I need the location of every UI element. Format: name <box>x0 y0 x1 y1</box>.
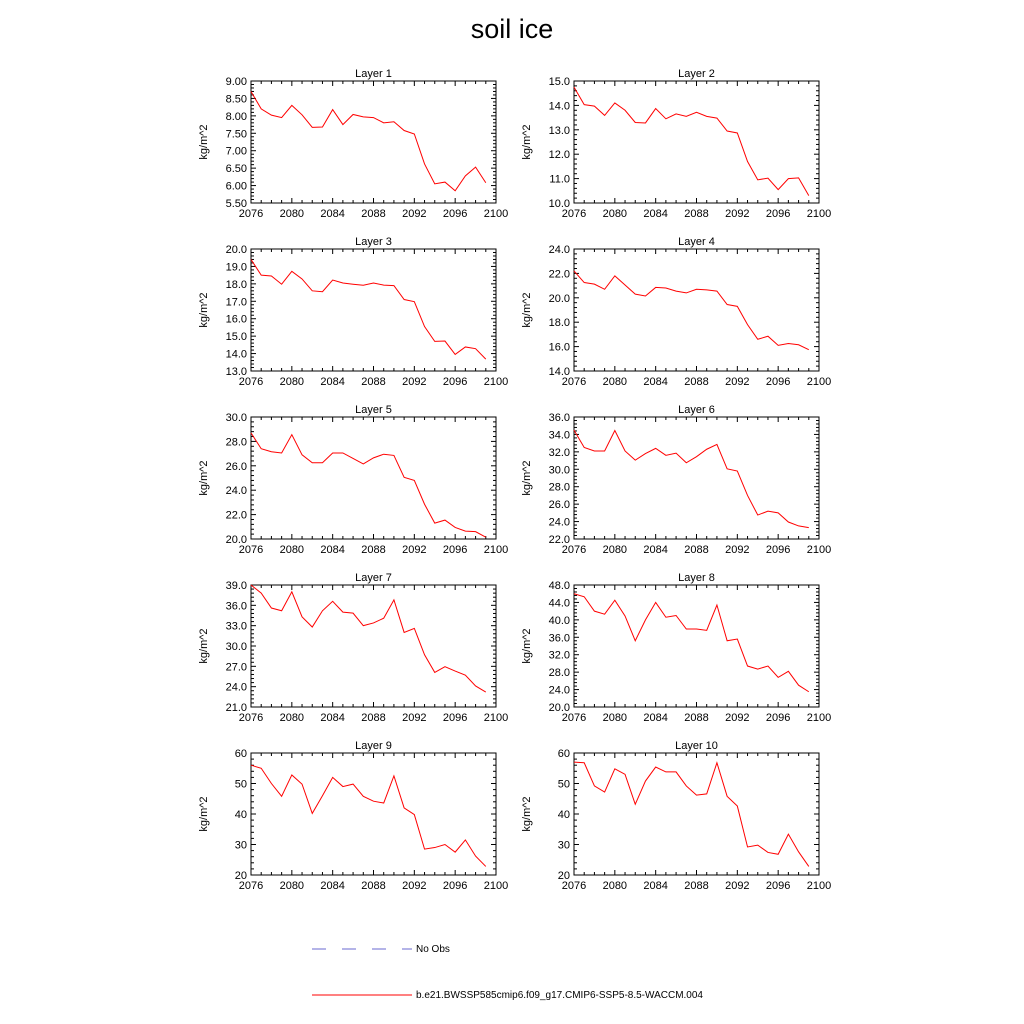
x-tick-label: 2096 <box>442 544 468 556</box>
series-line <box>574 594 809 692</box>
x-tick-label: 2092 <box>725 208 750 220</box>
x-tick-label: 2100 <box>806 880 832 892</box>
panel-8 <box>521 572 831 724</box>
x-tick-label: 2096 <box>765 208 791 220</box>
y-tick-label: 8.50 <box>225 93 247 106</box>
y-tick-label: 32.0 <box>548 446 570 459</box>
y-tick-label: 30.0 <box>548 464 570 477</box>
y-tick-label: 26.0 <box>548 499 570 512</box>
x-tick-label: 2100 <box>483 712 509 724</box>
panel-3 <box>198 236 508 388</box>
y-axis-label: kg/m^2 <box>521 124 533 160</box>
panel-4 <box>521 236 831 388</box>
panel-9 <box>198 740 508 892</box>
panel-title: Layer 3 <box>355 236 392 248</box>
x-tick-label: 2084 <box>643 208 668 220</box>
y-axis-label: kg/m^2 <box>521 460 533 496</box>
y-axis-label: kg/m^2 <box>198 796 210 832</box>
y-tick-label: 24.0 <box>548 516 570 529</box>
x-tick-label: 2088 <box>361 544 386 556</box>
x-tick-label: 2080 <box>602 376 628 388</box>
x-tick-label: 2100 <box>483 208 509 220</box>
x-tick-label: 2092 <box>725 712 750 724</box>
y-tick-label: 36.0 <box>548 412 570 424</box>
x-tick-label: 2092 <box>402 712 427 724</box>
x-tick-label: 2088 <box>361 376 386 388</box>
x-tick-label: 2080 <box>279 544 305 556</box>
y-tick-label: 30 <box>557 839 570 852</box>
y-tick-label: 33.0 <box>225 620 247 633</box>
x-tick-label: 2092 <box>725 544 750 556</box>
y-tick-label: 20.0 <box>548 702 570 714</box>
x-tick-label: 2088 <box>361 880 386 892</box>
y-axis-label: kg/m^2 <box>521 292 533 328</box>
y-tick-label: 20 <box>557 870 570 882</box>
y-tick-label: 26.0 <box>225 460 247 473</box>
y-tick-label: 20.0 <box>225 244 247 256</box>
x-tick-label: 2076 <box>561 376 587 388</box>
y-tick-label: 6.50 <box>225 163 247 176</box>
y-tick-label: 9.00 <box>225 76 247 88</box>
x-tick-label: 2076 <box>561 712 587 724</box>
y-tick-label: 40 <box>234 809 247 821</box>
x-tick-label: 2080 <box>279 208 305 220</box>
x-tick-label: 2088 <box>684 880 709 892</box>
y-tick-label: 22.0 <box>548 268 570 281</box>
x-tick-label: 2080 <box>602 712 628 724</box>
plot-frame <box>251 417 496 539</box>
y-tick-label: 20.0 <box>225 534 247 546</box>
y-tick-label: 34.0 <box>548 429 570 442</box>
x-tick-label: 2084 <box>643 880 668 892</box>
x-tick-label: 2084 <box>643 376 668 388</box>
y-tick-label: 60 <box>557 748 570 760</box>
plot-frame <box>574 585 819 707</box>
x-tick-label: 2088 <box>361 208 386 220</box>
y-tick-label: 21.0 <box>225 702 247 714</box>
y-tick-label: 40 <box>557 809 570 821</box>
x-tick-label: 2100 <box>483 880 509 892</box>
panel-1 <box>198 68 508 220</box>
y-tick-label: 28.0 <box>548 481 570 494</box>
y-tick-label: 22.0 <box>548 534 570 546</box>
y-tick-label: 11.0 <box>549 173 570 186</box>
x-tick-label: 2080 <box>602 544 628 556</box>
y-tick-label: 14.0 <box>548 366 570 378</box>
x-tick-label: 2092 <box>402 544 427 556</box>
x-tick-label: 2088 <box>684 376 709 388</box>
y-tick-label: 20 <box>234 870 247 882</box>
y-tick-label: 5.50 <box>225 198 247 210</box>
x-tick-label: 2088 <box>361 712 386 724</box>
panel-title: Layer 5 <box>355 404 392 416</box>
chart-title: soil ice <box>470 14 554 44</box>
y-axis-label: kg/m^2 <box>198 292 210 328</box>
x-tick-label: 2096 <box>442 376 468 388</box>
x-tick-label: 2076 <box>238 712 264 724</box>
y-tick-label: 16.0 <box>548 341 570 354</box>
y-tick-label: 8.00 <box>225 110 247 123</box>
y-axis-label: kg/m^2 <box>198 628 210 664</box>
plot-frame <box>574 249 819 371</box>
x-tick-label: 2088 <box>684 712 709 724</box>
y-tick-label: 7.00 <box>225 145 247 158</box>
y-tick-label: 50 <box>557 778 570 791</box>
x-tick-label: 2092 <box>402 208 427 220</box>
panel-2 <box>521 68 831 220</box>
x-tick-label: 2076 <box>561 880 587 892</box>
y-tick-label: 14.0 <box>225 348 247 361</box>
x-tick-label: 2080 <box>602 208 628 220</box>
y-tick-label: 44.0 <box>548 597 570 610</box>
y-tick-label: 24.0 <box>225 681 247 694</box>
panel-title: Layer 2 <box>678 68 715 80</box>
y-tick-label: 14.0 <box>548 100 570 113</box>
x-tick-label: 2096 <box>442 208 468 220</box>
x-tick-label: 2076 <box>561 544 587 556</box>
x-tick-label: 2096 <box>765 712 791 724</box>
y-tick-label: 28.0 <box>225 436 247 449</box>
panel-10 <box>521 740 831 892</box>
x-tick-label: 2080 <box>602 880 628 892</box>
y-tick-label: 20.0 <box>548 292 570 305</box>
x-tick-label: 2100 <box>483 376 509 388</box>
x-tick-label: 2100 <box>806 712 832 724</box>
panel-title: Layer 8 <box>678 572 715 584</box>
y-tick-label: 50 <box>234 778 247 791</box>
series-line <box>251 259 486 359</box>
y-tick-label: 60 <box>234 748 247 760</box>
y-tick-label: 16.0 <box>225 313 247 326</box>
y-tick-label: 39.0 <box>225 580 247 592</box>
y-tick-label: 13.0 <box>548 124 570 137</box>
panel-title: Layer 4 <box>678 236 715 248</box>
y-axis-label: kg/m^2 <box>521 628 533 664</box>
x-tick-label: 2080 <box>279 880 305 892</box>
x-tick-label: 2084 <box>643 544 668 556</box>
x-tick-label: 2100 <box>806 376 832 388</box>
x-tick-label: 2088 <box>684 208 709 220</box>
plot-frame <box>251 585 496 707</box>
x-tick-label: 2084 <box>320 376 345 388</box>
y-tick-label: 19.0 <box>225 261 247 274</box>
plot-frame <box>251 249 496 371</box>
y-tick-label: 30.0 <box>225 412 247 424</box>
panel-title: Layer 7 <box>355 572 392 584</box>
y-tick-label: 18.0 <box>225 278 247 291</box>
x-tick-label: 2084 <box>320 712 345 724</box>
y-tick-label: 15.0 <box>225 331 247 344</box>
x-tick-label: 2076 <box>238 208 264 220</box>
x-tick-label: 2076 <box>238 880 264 892</box>
y-axis-label: kg/m^2 <box>198 460 210 496</box>
series-line <box>251 91 486 190</box>
x-tick-label: 2096 <box>442 712 468 724</box>
y-tick-label: 30.0 <box>225 641 247 653</box>
x-tick-label: 2080 <box>279 712 305 724</box>
series-line <box>574 762 809 866</box>
y-tick-label: 6.00 <box>225 180 247 193</box>
x-tick-label: 2084 <box>320 880 345 892</box>
panel-title: Layer 6 <box>678 404 715 416</box>
x-tick-label: 2092 <box>725 376 750 388</box>
y-tick-label: 13.0 <box>225 366 247 378</box>
x-tick-label: 2096 <box>765 880 791 892</box>
legend-label-no-obs: No Obs <box>416 944 450 955</box>
series-line <box>574 87 809 196</box>
legend-label-model: b.e21.BWSSP585cmip6.f09_g17.CMIP6-SSP5-8.5-WACCM.004 <box>416 990 703 1001</box>
y-tick-label: 30 <box>234 839 247 852</box>
y-tick-label: 15.0 <box>548 76 570 88</box>
y-tick-label: 17.0 <box>225 296 247 309</box>
x-tick-label: 2096 <box>442 880 468 892</box>
panel-title: Layer 10 <box>675 740 718 752</box>
y-tick-label: 36.0 <box>548 632 570 645</box>
series-line <box>251 765 486 866</box>
y-axis-label: kg/m^2 <box>521 796 533 832</box>
series-line <box>251 585 486 692</box>
y-tick-label: 24.0 <box>548 244 570 256</box>
panel-5 <box>198 404 508 556</box>
y-tick-label: 10.0 <box>548 198 570 210</box>
x-tick-label: 2088 <box>684 544 709 556</box>
x-tick-label: 2092 <box>725 880 750 892</box>
series-line <box>251 433 486 537</box>
x-tick-label: 2096 <box>765 544 791 556</box>
x-tick-label: 2084 <box>320 208 345 220</box>
panel-title: Layer 9 <box>355 740 392 752</box>
y-tick-label: 36.0 <box>225 600 247 613</box>
x-tick-label: 2084 <box>643 712 668 724</box>
x-tick-label: 2084 <box>320 544 345 556</box>
y-tick-label: 24.0 <box>548 684 570 697</box>
y-tick-label: 12.0 <box>548 149 570 162</box>
x-tick-label: 2100 <box>806 544 832 556</box>
panel-6 <box>521 404 831 556</box>
x-tick-label: 2100 <box>806 208 832 220</box>
y-tick-label: 40.0 <box>548 614 570 627</box>
x-tick-label: 2096 <box>765 376 791 388</box>
series-line <box>574 271 809 350</box>
x-tick-label: 2076 <box>238 544 264 556</box>
y-tick-label: 32.0 <box>548 649 570 662</box>
plot-frame <box>251 753 496 875</box>
y-tick-label: 18.0 <box>548 317 570 330</box>
series-line <box>574 430 809 528</box>
y-tick-label: 48.0 <box>548 580 570 592</box>
panel-7 <box>198 572 508 724</box>
y-tick-label: 24.0 <box>225 485 247 498</box>
x-tick-label: 2092 <box>402 880 427 892</box>
x-tick-label: 2080 <box>279 376 305 388</box>
plot-frame <box>574 417 819 539</box>
x-tick-label: 2076 <box>561 208 587 220</box>
x-tick-label: 2076 <box>238 376 264 388</box>
y-tick-label: 27.0 <box>225 661 247 674</box>
plot-frame <box>574 753 819 875</box>
y-tick-label: 28.0 <box>548 667 570 680</box>
x-tick-label: 2092 <box>402 376 427 388</box>
y-tick-label: 7.50 <box>225 128 247 141</box>
y-axis-label: kg/m^2 <box>198 124 210 160</box>
x-tick-label: 2100 <box>483 544 509 556</box>
panel-title: Layer 1 <box>355 68 392 80</box>
y-tick-label: 22.0 <box>225 509 247 522</box>
